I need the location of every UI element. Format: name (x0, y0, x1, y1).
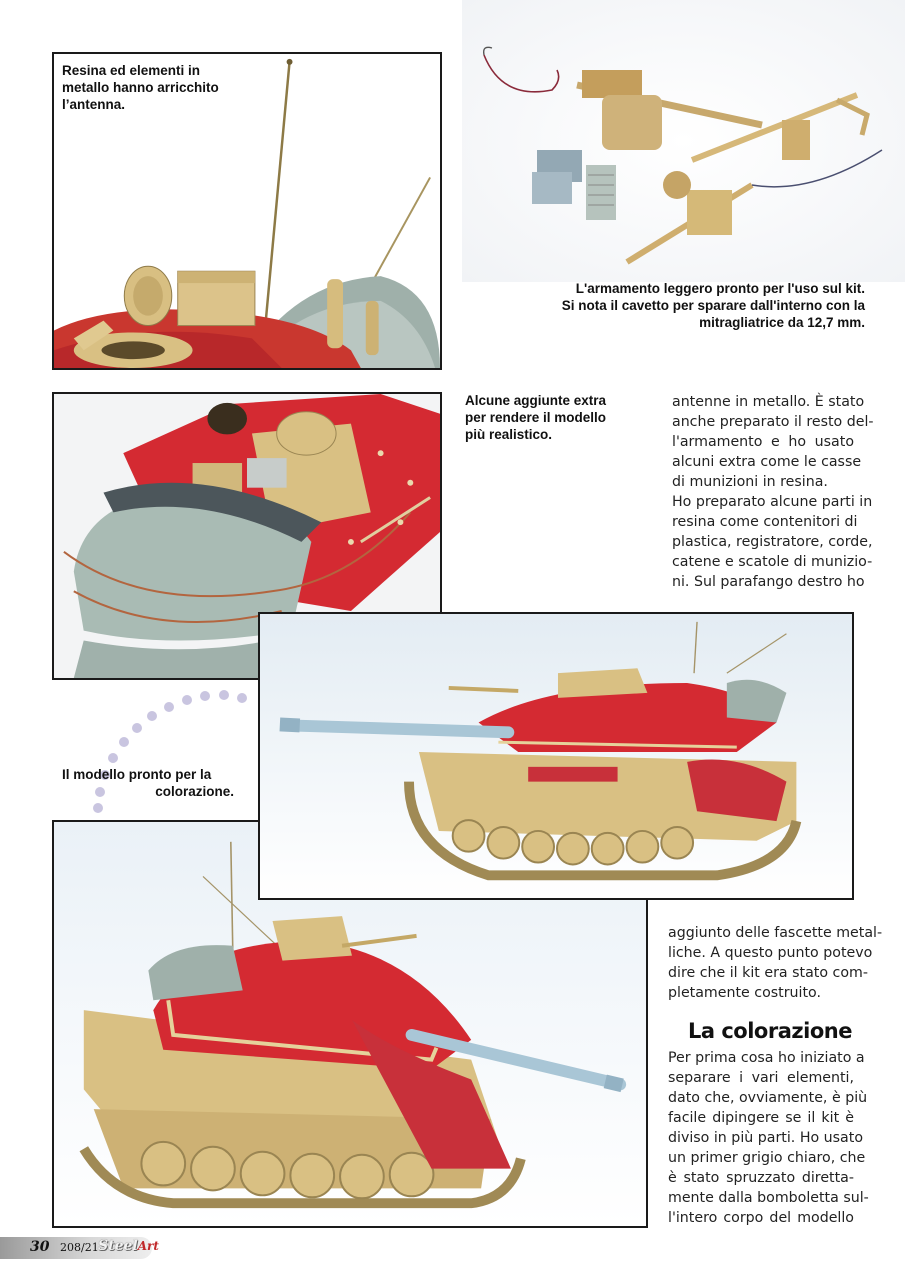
photo-light-weapons (462, 0, 905, 282)
photo-tank-side-view (258, 612, 854, 900)
body-column-3: Per prima cosa ho iniziato a separare i vari elementi, dato che, ovviamente, è più facile dipingere se il kit è diviso in più parti. Ho usato un primer grigio chiaro, che è stato spruzzato diretta- mente dalla bomboletta sul- l'intero corpo del modello (668, 1050, 869, 1226)
issue-number: 208/21 (60, 1241, 99, 1254)
section-heading: La colorazione (688, 1019, 852, 1043)
caption-extras: Alcune aggiunte extra per rendere il modello più realistico. (465, 393, 607, 442)
magazine-logo: SteelArt (98, 1238, 159, 1254)
caption-weapons: L'armamento leggero pronto per l'uso sul kit. Si nota il cavetto per sparare dall'interno con la mitragliatrice da 12,7 mm. (561, 281, 865, 330)
body-column-2: aggiunto delle fascette metal- liche. A questo punto potevo dire che il kit era stato com- pletamente costruito. (668, 925, 883, 1001)
page-number: 30 (30, 1239, 50, 1255)
page-footer (0, 1237, 905, 1263)
caption-antenna: Resina ed elementi in metallo hanno arricchito l’antenna. (62, 63, 219, 112)
body-column-1: antenne in metallo. È stato anche preparato il resto del- l'armamento e ho usato alcuni extra come le casse di munizioni in resina. Ho preparato alcune parti in resina come contenitori di plastica, registratore, corde, catene e scatole di munizio- ni. Sul parafango destro ho (672, 394, 874, 590)
caption-ready: Il modello pronto per la colorazione. (62, 767, 234, 799)
